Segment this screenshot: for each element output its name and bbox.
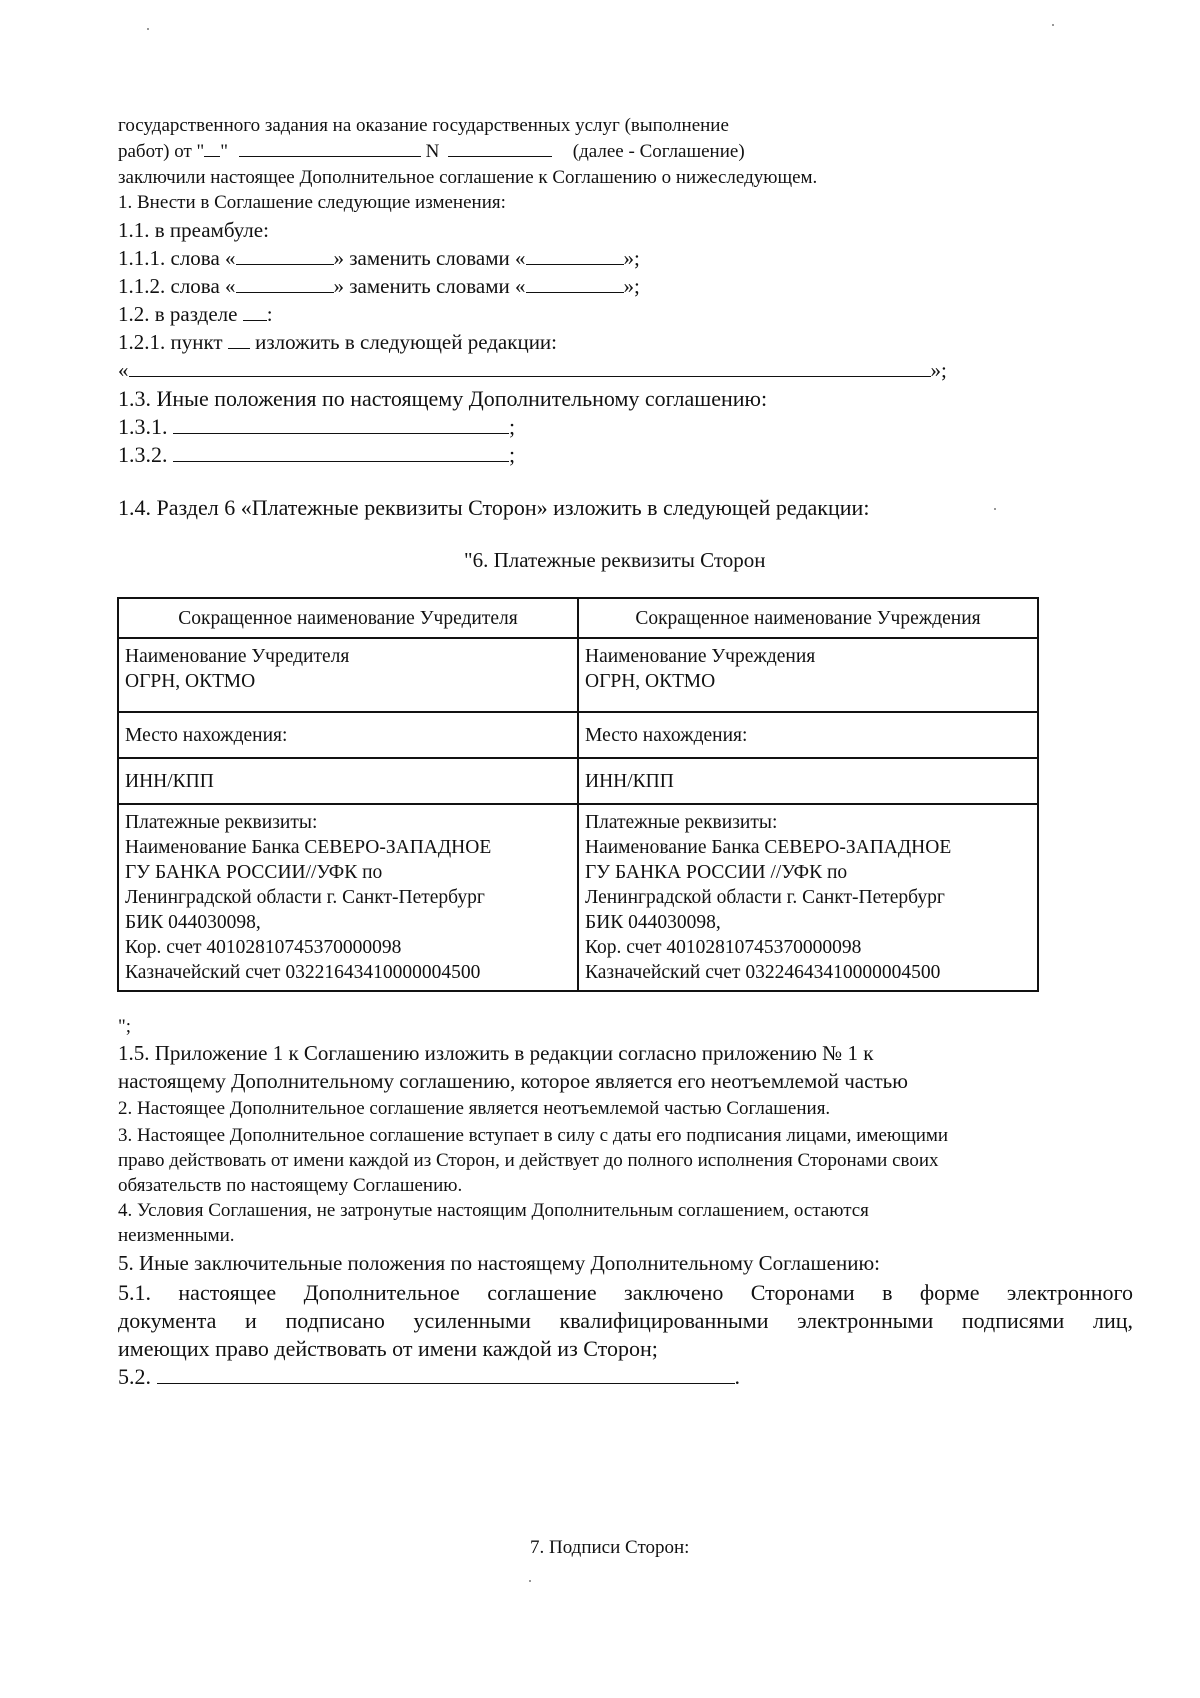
item-1-4: 1.4. Раздел 6 «Платежные реквизиты Сторон» изложить в следующей редакции: xyxy=(118,495,870,520)
table-row xyxy=(118,598,1038,638)
item-1-5-line-1: 1.5. Приложение 1 к Соглашению изложить в редакции согласно приложению № 1 к xyxy=(118,1041,874,1065)
item-1-3-2-end: ; xyxy=(509,442,516,467)
blank-field xyxy=(236,291,334,293)
item-1-3-1-end: ; xyxy=(509,414,516,439)
institution-ogrn: ОГРН, ОКТМО xyxy=(585,671,716,692)
blank-field xyxy=(129,375,931,377)
item-1-2 xyxy=(118,304,273,325)
founder-ogrn: ОГРН, ОКТМО xyxy=(125,671,256,692)
item-3-line-3: обязательств по настоящему Соглашению. xyxy=(118,1175,463,1196)
table-row xyxy=(118,758,1038,804)
item-5-1-line-2: документа и подписано усиленными квалифицированными электронными подписями лиц, xyxy=(118,1308,1133,1333)
item-1-1-2-text: 1.1.2. слова « xyxy=(118,274,236,298)
item-1-2-colon: : xyxy=(266,302,273,326)
institution-name: Наименование Учреждения xyxy=(585,646,816,667)
item-5-1-line-1: 5.1. настоящее Дополнительное соглашение заключено Сторонами в форме электронного xyxy=(118,1280,1133,1305)
blank-field xyxy=(228,347,250,349)
section-6-title: "6. Платежные реквизиты Сторон xyxy=(464,548,766,572)
preamble-line-2 xyxy=(118,142,745,161)
institution-payment-line: Наименование Банка СЕВЕРО-ЗАПАДНОЕ xyxy=(585,837,952,858)
item-1-1-1-end: »; xyxy=(623,246,640,270)
preamble-line-1: государственного задания на оказание государственных услуг (выполнение xyxy=(118,115,729,136)
item-1-2-1-text: 1.2.1. пункт xyxy=(118,330,223,354)
cell-founder-location: Место нахождения: xyxy=(118,712,578,758)
item-5-2 xyxy=(118,1366,740,1388)
section-7-title: 7. Подписи Сторон: xyxy=(530,1537,690,1558)
item-5: 5. Иные заключительные положения по настоящему Дополнительному Соглашению: xyxy=(118,1251,880,1275)
item-1-1: 1.1. в преамбуле: xyxy=(118,218,269,242)
quote-close: »; xyxy=(930,358,947,382)
institution-payment-line: Платежные реквизиты: xyxy=(585,812,778,833)
item-1-1-2-replace: » заменить словами « xyxy=(333,274,526,298)
founder-payment-line: БИК 044030098, xyxy=(125,912,261,933)
table-row xyxy=(118,638,1038,712)
cell-founder-inn: ИНН/КПП xyxy=(118,758,578,804)
item-1-1-1-text: 1.1.1. слова « xyxy=(118,246,236,270)
item-5-2-number: 5.2. xyxy=(118,1364,151,1389)
item-3-line-1: 3. Настоящее Дополнительное соглашение вступает в силу с даты его подписания лицами, имеющими xyxy=(118,1125,949,1146)
blank-field xyxy=(526,263,624,265)
founder-payment-line: Наименование Банка СЕВЕРО-ЗАПАДНОЕ xyxy=(125,837,492,858)
item-4-line-2: неизменными. xyxy=(118,1225,235,1246)
founder-payment-line: Платежные реквизиты: xyxy=(125,812,318,833)
scan-speck xyxy=(147,28,149,30)
founder-payment-line: Кор. счет 40102810745370000098 xyxy=(125,937,402,958)
header-founder: Сокращенное наименование Учредителя xyxy=(118,598,578,638)
cell-institution-name xyxy=(578,638,1038,712)
header-institution: Сокращенное наименование Учреждения xyxy=(578,598,1038,638)
cell-institution-inn: ИНН/КПП xyxy=(578,758,1038,804)
blank-field xyxy=(173,460,509,462)
scan-speck xyxy=(1052,24,1054,26)
item-1-3-2-number: 1.3.2. xyxy=(118,442,168,467)
institution-payment-line: Ленинградской области г. Санкт-Петербург xyxy=(585,887,945,908)
preamble-line-3: заключили настоящее Дополнительное соглашение к Соглашению о нижеследующем. xyxy=(118,167,818,188)
institution-payment-line: БИК 044030098, xyxy=(585,912,721,933)
item-1-5-line-2: настоящему Дополнительному соглашению, которое является его неотъемлемой частью xyxy=(118,1069,908,1093)
cell-institution-payment xyxy=(578,804,1038,991)
item-1-1-2-end: »; xyxy=(623,274,640,298)
item-1: 1. Внести в Соглашение следующие изменения: xyxy=(118,192,506,213)
preamble-date-close: " xyxy=(220,141,229,162)
cell-founder-name xyxy=(118,638,578,712)
item-1-3-1 xyxy=(118,416,515,438)
institution-payment-line: Казначейский счет 03224643410000004500 xyxy=(585,962,941,983)
item-1-1-1-replace: » заменить словами « xyxy=(333,246,526,270)
item-3-line-2: право действовать от имени каждой из Сторон, и действует до полного исполнения Сторонами своих xyxy=(118,1150,939,1171)
founder-payment-line: ГУ БАНКА РОССИИ//УФК по xyxy=(125,862,383,883)
cell-institution-location: Место нахождения: xyxy=(578,712,1038,758)
item-1-2-1-quote xyxy=(118,360,947,381)
scan-speck xyxy=(529,1580,531,1582)
founder-name: Наименование Учредителя xyxy=(125,646,350,667)
scan-speck xyxy=(994,508,996,510)
item-5-1-line-3: имеющих право действовать от имени каждой из Сторон; xyxy=(118,1336,658,1361)
item-1-3-2 xyxy=(118,444,515,466)
item-4-line-1: 4. Условия Соглашения, не затронутые настоящим Дополнительным соглашением, остаются xyxy=(118,1200,869,1221)
preamble-number-sign: N xyxy=(425,141,440,162)
blank-field xyxy=(157,1382,735,1384)
founder-payment-line: Ленинградской области г. Санкт-Петербург xyxy=(125,887,485,908)
blank-number xyxy=(448,155,552,157)
preamble-hereinafter: (далее - Соглашение) xyxy=(572,141,745,162)
table-close-quote: "; xyxy=(118,1016,132,1037)
table-row xyxy=(118,804,1038,991)
item-1-2-text: 1.2. в разделе xyxy=(118,302,238,326)
item-1-2-1-rest: изложить в следующей редакции: xyxy=(255,330,557,354)
blank-field xyxy=(236,263,334,265)
item-2: 2. Настоящее Дополнительное соглашение является неотъемлемой частью Соглашения. xyxy=(118,1098,831,1119)
blank-field xyxy=(173,432,509,434)
item-1-1-2 xyxy=(118,276,640,297)
blank-date xyxy=(239,155,421,157)
blank-field xyxy=(526,291,624,293)
quote-open: « xyxy=(118,358,129,382)
item-5-2-end: . xyxy=(734,1364,740,1389)
founder-payment-line: Казначейский счет 03221643410000004500 xyxy=(125,962,481,983)
item-1-3: 1.3. Иные положения по настоящему Дополнительному соглашению: xyxy=(118,386,768,411)
institution-payment-line: ГУ БАНКА РОССИИ //УФК по xyxy=(585,862,848,883)
payment-requisites-table xyxy=(117,597,1039,992)
item-1-3-1-number: 1.3.1. xyxy=(118,414,168,439)
blank-day xyxy=(204,155,220,157)
blank-field xyxy=(243,319,267,321)
item-1-1-1 xyxy=(118,248,640,269)
item-1-2-1 xyxy=(118,332,557,353)
institution-payment-line: Кор. счет 40102810745370000098 xyxy=(585,937,862,958)
table-row xyxy=(118,712,1038,758)
preamble-date-prefix: работ) от " xyxy=(118,141,205,162)
cell-founder-payment xyxy=(118,804,578,991)
